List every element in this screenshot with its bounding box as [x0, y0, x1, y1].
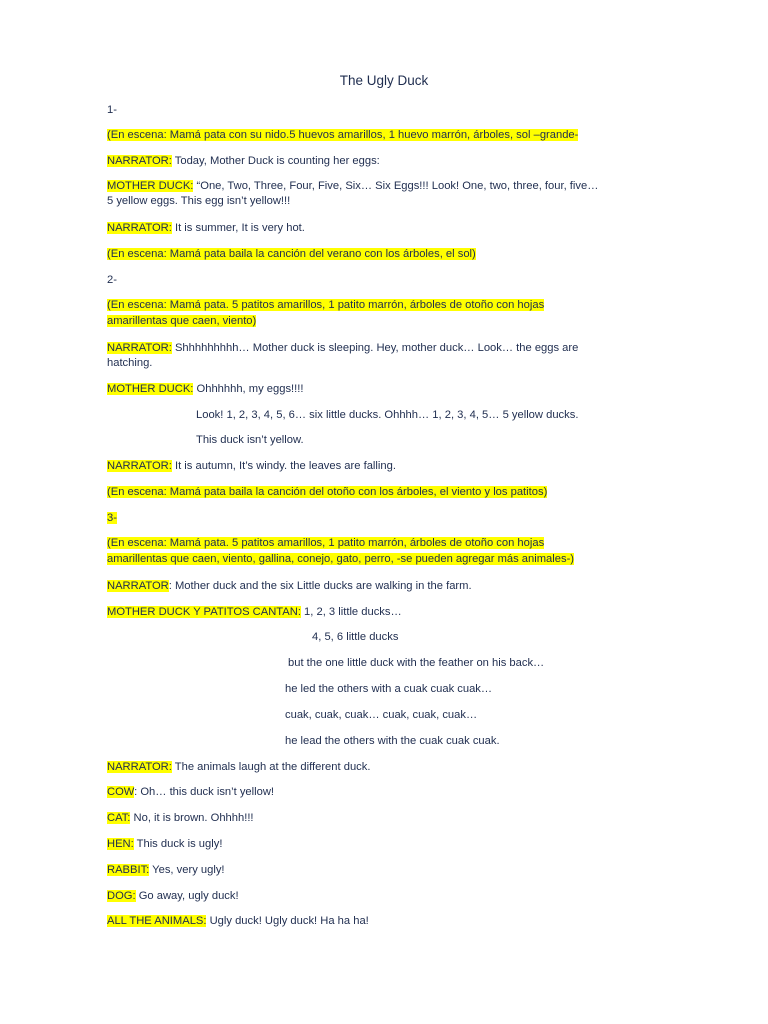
dialogue-text: This duck is ugly!	[133, 838, 223, 850]
speaker-label: MOTHER DUCK Y PATITOS CANTAN:	[107, 606, 301, 618]
stage-direction	[107, 127, 578, 143]
speaker-label: NARRATOR:	[107, 460, 172, 472]
stage-direction-text: (En escena: Mamá pata baila la canción del otoño con los árboles, el viento y los patitos)	[107, 486, 548, 498]
dialogue-text: No, it is brown. Ohhhh!!!	[130, 812, 254, 824]
speaker-label: MOTHER DUCK:	[107, 180, 194, 192]
speaker-label: NARRATOR:	[107, 342, 172, 354]
dialogue-line	[107, 759, 370, 775]
stage-direction	[107, 484, 547, 500]
speaker-label: ALL THE ANIMALS:	[107, 915, 207, 927]
dialogue-text: It is autumn, It’s windy. the leaves are falling.	[171, 460, 396, 472]
dialogue-continuation: Look! 1, 2, 3, 4, 5, 6… six little ducks. Ohhhh… 1, 2, 3, 4, 5… 5 yellow ducks.	[196, 409, 579, 421]
page-title: The Ugly Duck	[339, 73, 429, 88]
dialogue-line	[107, 458, 396, 474]
song-line: cuak, cuak, cuak… cuak, cuak, cuak…	[285, 709, 478, 721]
dialogue-line	[107, 340, 578, 356]
dialogue-text: Ugly duck! Ugly duck! Ha ha ha!	[206, 915, 369, 927]
dialogue-text: The animals laugh at the different duck.	[171, 761, 371, 773]
speaker-label: NARRATOR	[107, 580, 169, 592]
dialogue-line	[107, 178, 598, 194]
speaker-label: RABBIT:	[107, 864, 150, 876]
dialogue-text: “One, Two, Three, Four, Five, Six… Six Eggs!!! Look! One, two, three, four, five…	[193, 180, 599, 192]
scene-number	[107, 510, 117, 526]
scene-number-text: 3-	[107, 512, 117, 524]
song-line: 4, 5, 6 little ducks	[312, 631, 399, 643]
dialogue-line	[107, 381, 303, 397]
dialogue-continuation: This duck isn’t yellow.	[196, 434, 304, 446]
dialogue-line	[107, 220, 305, 236]
dialogue-continuation: 5 yellow eggs. This egg isn’t yellow!!!	[107, 195, 291, 207]
dialogue-line	[107, 888, 239, 904]
stage-direction	[107, 535, 544, 551]
speaker-label: HEN:	[107, 838, 134, 850]
song-line: 1, 2, 3 little ducks…	[300, 606, 402, 618]
stage-direction-text: (En escena: Mamá pata con su nido.5 huevos amarillos, 1 huevo marrón, árboles, sol –grande-	[107, 129, 579, 141]
speaker-label: DOG:	[107, 890, 136, 902]
speaker-label: COW	[107, 786, 135, 798]
song-line: he lead the others with the cuak cuak cuak.	[285, 735, 500, 747]
song-line: he led the others with a cuak cuak cuak…	[285, 683, 493, 695]
stage-direction-text: amarillentas que caen, viento, gallina, conejo, gato, perro, -se pueden agregar más animales-)	[107, 553, 575, 565]
dialogue-line	[107, 810, 254, 826]
stage-direction-text: (En escena: Mamá pata. 5 patitos amarillos, 1 patito marrón, árboles de otoño con hojas	[107, 299, 545, 311]
dialogue-line	[107, 913, 369, 929]
speaker-label: NARRATOR:	[107, 761, 172, 773]
stage-direction	[107, 246, 476, 262]
scene-number: 1-	[107, 104, 117, 116]
dialogue-text: Shhhhhhhhh… Mother duck is sleeping. Hey, mother duck… Look… the eggs are	[171, 342, 579, 354]
speaker-label: NARRATOR:	[107, 222, 172, 234]
dialogue-continuation: hatching.	[107, 357, 153, 369]
stage-direction-text: (En escena: Mamá pata baila la canción del verano con los árboles, el sol)	[107, 248, 476, 260]
stage-direction	[107, 313, 256, 329]
stage-direction-text: amarillentas que caen, viento)	[107, 315, 257, 327]
dialogue-line	[107, 153, 380, 169]
dialogue-text: Today, Mother Duck is counting her eggs:	[171, 155, 380, 167]
speaker-label: CAT:	[107, 812, 131, 824]
dialogue-line	[107, 836, 222, 852]
stage-direction	[107, 297, 544, 313]
song-line: but the one little duck with the feather on his back…	[288, 657, 545, 669]
speaker-label: MOTHER DUCK:	[107, 383, 194, 395]
dialogue-text: Yes, very ugly!	[149, 864, 225, 876]
dialogue-text: Go away, ugly duck!	[135, 890, 239, 902]
speaker-label: NARRATOR:	[107, 155, 172, 167]
stage-direction-text: (En escena: Mamá pata. 5 patitos amarillos, 1 patito marrón, árboles de otoño con hojas	[107, 537, 545, 549]
dialogue-text: Ohhhhhh, my eggs!!!!	[193, 383, 304, 395]
dialogue-line	[107, 784, 274, 800]
dialogue-text: : Mother duck and the six Little ducks are walking in the farm.	[168, 580, 472, 592]
dialogue-line	[107, 604, 402, 620]
dialogue-text: It is summer, It is very hot.	[171, 222, 305, 234]
dialogue-line	[107, 578, 472, 594]
scene-number: 2-	[107, 274, 117, 286]
stage-direction	[107, 551, 574, 567]
dialogue-text: : Oh… this duck isn’t yellow!	[134, 786, 275, 798]
dialogue-line	[107, 862, 225, 878]
